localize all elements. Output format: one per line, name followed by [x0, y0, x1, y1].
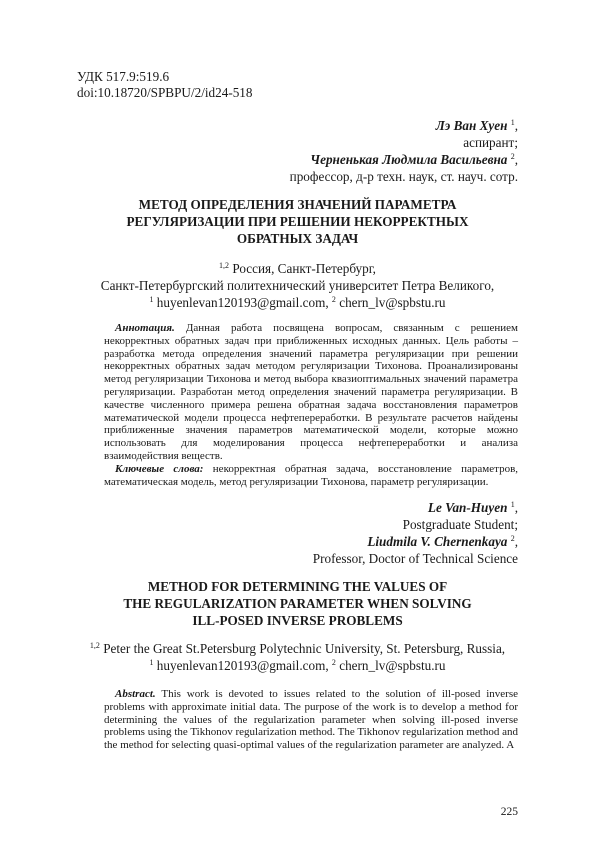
email-link: chern_lv@spbstu.ru: [335, 295, 446, 310]
emails-ru: [77, 294, 518, 311]
author-ru-1: [290, 117, 518, 134]
article-title-en: [77, 578, 518, 629]
abstract-ru: [104, 322, 518, 488]
email-sup: 2: [331, 658, 336, 667]
author-en-2: [313, 533, 518, 550]
udc-code: УДК 517.9:519.6: [77, 69, 170, 84]
abstract-label: Abstract.: [115, 688, 156, 700]
author-suffix: ,: [514, 118, 518, 133]
article-title-ru: [77, 196, 518, 247]
title-line: ILL-POSED INVERSE PROBLEMS: [192, 613, 403, 628]
author-sup: 2: [510, 152, 515, 161]
author-name: Черненькая Людмила Васильевна: [310, 152, 508, 167]
author-sup: 1: [510, 118, 515, 127]
keywords-paragraph: [104, 463, 518, 489]
keywords-text: некорректная обратная задача, восстановление параметров, математическая модель, метод регуляризации Тихонова, параметр регуляризации.: [104, 462, 519, 488]
title-line: ОБРАТНЫХ ЗАДАЧ: [236, 231, 359, 246]
affil-text: Peter the Great St.Petersburg Polytechnic University, St. Petersburg, Russia,: [99, 641, 506, 656]
email-link: huyenlevan120193@gmail.com,: [153, 658, 332, 673]
affiliation-line: Санкт-Петербургский политехнический университет Петра Великого,: [100, 278, 495, 293]
author-name: Лэ Ван Хуен: [435, 118, 508, 133]
doi: doi:10.18720/SPBPU/2/id24-518: [77, 85, 253, 100]
author-role: профессор, д-р техн. наук, ст. науч. сотр.: [289, 169, 518, 184]
affil-sup: 1,2: [219, 261, 230, 270]
email-sup: 1: [149, 658, 154, 667]
affiliation-line: [77, 260, 518, 277]
article-meta: [77, 69, 253, 101]
email-sup: 1: [149, 295, 154, 304]
abstract-en: [104, 688, 518, 752]
author-suffix: ,: [514, 152, 518, 167]
abstract-paragraph: [104, 688, 518, 752]
abstract-label: Аннотация.: [115, 322, 175, 334]
abstract-text: This work is devoted to issues related to the solution of ill-posed inverse problems with approximate initial data. The purpose of the work is to develop a method for determining the values of the regularization parameter when solving ill-posed inverse problems using the Tikhonov regularization method. The Tikhonov regularization method and the method for selecting quasi-optimal values of the regularization parameter are analyzed. A: [104, 688, 518, 752]
page-number: 225: [500, 806, 518, 818]
author-name: Le Van-Huyen: [427, 500, 508, 515]
author-ru-2: [290, 151, 518, 168]
email-link: huyenlevan120193@gmail.com,: [153, 295, 332, 310]
authors-en: [313, 499, 518, 567]
author-role: Professor, Doctor of Technical Science: [312, 551, 518, 566]
email-link: chern_lv@spbstu.ru: [335, 658, 446, 673]
author-sup: 1: [510, 500, 515, 509]
affiliation-line: [77, 640, 518, 657]
title-line: THE REGULARIZATION PARAMETER WHEN SOLVING: [123, 596, 472, 611]
email-sup: 2: [331, 295, 336, 304]
title-line: МЕТОД ОПРЕДЕЛЕНИЯ ЗНАЧЕНИЙ ПАРАМЕТРА: [138, 197, 457, 212]
affiliation-ru: [77, 260, 518, 311]
title-line: METHOD FOR DETERMINING THE VALUES OF: [147, 579, 448, 594]
abstract-paragraph: [104, 322, 518, 463]
author-role: Postgraduate Student;: [402, 517, 518, 532]
author-suffix: ,: [514, 534, 518, 549]
author-en-1: [313, 499, 518, 516]
authors-ru: [290, 117, 518, 185]
abstract-text: Данная работа посвящена вопросам, связанным с решением некорректных обратных задач при приближенных исходных данных. Цель работы – разработка метода определения значений параметра регуляризации при решении некорректных обратных задач методом регуляризации Тихонова. Проанализированы метод регуляризации Тихонова и метод выбора квазиоптимальных значений параметра регуляризации. Разработан метод определения значений параметра регуляризации. В качестве численного примера решена обратная задача восстановления параметров математической модели процесса нефтепереработки. В результате расчетов найдены приближенные значения параметров математической модели, которые можно использовать для моделирования процесса нефтепереработки и анализа взаимодействия веществ.: [104, 322, 519, 462]
author-role: аспирант;: [463, 135, 518, 150]
author-name: Liudmila V. Chernenkaya: [367, 534, 508, 549]
keywords-label: Ключевые слова:: [115, 462, 204, 475]
title-line: РЕГУЛЯРИЗАЦИИ ПРИ РЕШЕНИИ НЕКОРРЕКТНЫХ: [126, 214, 469, 229]
emails-en: [77, 657, 518, 674]
affiliation-en: [77, 640, 518, 674]
author-suffix: ,: [514, 500, 518, 515]
affil-text: Россия, Санкт-Петербург,: [229, 261, 376, 276]
affil-sup: 1,2: [89, 641, 100, 650]
author-sup: 2: [510, 534, 515, 543]
